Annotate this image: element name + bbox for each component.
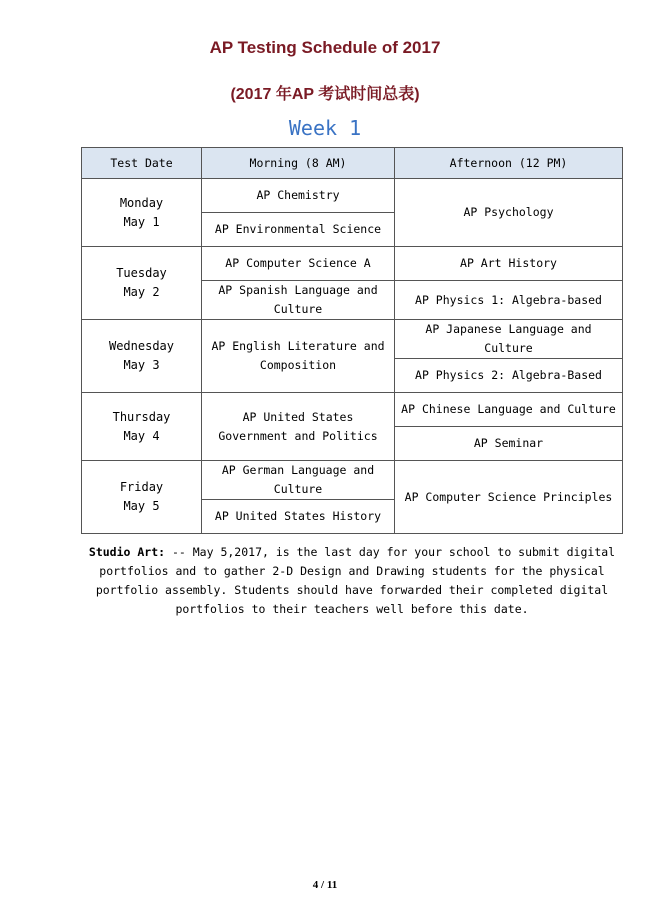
page-number: 4 / 11 bbox=[312, 879, 338, 891]
date-day: Tuesday bbox=[116, 266, 167, 280]
morning-exam: AP Chemistry bbox=[202, 179, 395, 213]
note-label: Studio Art: bbox=[88, 545, 166, 559]
morning-exam: AP Computer Science A bbox=[202, 247, 395, 281]
studio-art-note bbox=[86, 543, 618, 619]
morning-exam: AP United States History bbox=[202, 500, 395, 534]
afternoon-exam: AP Seminar bbox=[395, 427, 623, 461]
date-month: May 2 bbox=[123, 285, 160, 299]
afternoon-exam: AP Chinese Language and Culture bbox=[395, 393, 623, 427]
afternoon-exam: AP Physics 2: Algebra-Based bbox=[395, 359, 623, 393]
date-day: Thursday bbox=[112, 409, 171, 424]
date-cell-tuesday bbox=[82, 247, 202, 320]
date-day: Friday bbox=[119, 480, 164, 494]
afternoon-exam: AP Japanese Language and Culture bbox=[395, 320, 623, 359]
table-row bbox=[82, 179, 623, 213]
morning-exam: AP German Language and Culture bbox=[202, 461, 395, 500]
document-title: AP Testing Schedule of 2017 bbox=[209, 38, 441, 57]
table-header-row bbox=[82, 148, 623, 179]
date-cell-wednesday bbox=[82, 320, 202, 393]
morning-exam: AP Spanish Language and Culture bbox=[202, 281, 395, 320]
document-subtitle: (2017 年AP 考试时间总表) bbox=[230, 86, 420, 103]
table-row bbox=[82, 247, 623, 281]
morning-exam: AP Environmental Science bbox=[202, 213, 395, 247]
schedule-table bbox=[81, 147, 623, 534]
date-month: May 5 bbox=[123, 499, 160, 513]
date-month: May 1 bbox=[123, 214, 160, 229]
date-cell-monday bbox=[82, 179, 202, 247]
date-month: May 4 bbox=[123, 428, 160, 443]
date-cell-thursday bbox=[82, 393, 202, 461]
table-row bbox=[82, 320, 623, 359]
date-day: Monday bbox=[119, 195, 164, 210]
column-header-afternoon: Afternoon (12 PM) bbox=[395, 148, 623, 179]
date-month: May 3 bbox=[123, 358, 160, 372]
afternoon-exam: AP Art History bbox=[395, 247, 623, 281]
afternoon-exam: AP Physics 1: Algebra-based bbox=[395, 281, 623, 320]
column-header-morning: Morning (8 AM) bbox=[202, 148, 395, 179]
afternoon-exam: AP Psychology bbox=[395, 179, 623, 247]
date-day: Wednesday bbox=[108, 339, 175, 353]
table-row bbox=[82, 393, 623, 427]
table-row bbox=[82, 461, 623, 500]
week-heading: Week 1 bbox=[288, 116, 362, 140]
morning-exam: AP United States Government and Politics bbox=[202, 393, 395, 461]
afternoon-exam: AP Computer Science Principles bbox=[395, 461, 623, 534]
morning-exam: AP English Literature and Composition bbox=[202, 320, 395, 393]
column-header-test-date: Test Date bbox=[82, 148, 202, 179]
date-cell-friday bbox=[82, 461, 202, 534]
note-text: -- May 5,2017, is the last day for your school to submit digital portfolios and to gather 2-D Design and Drawing students for the physical portfolio assembly. Students should have forwarded their completed digital portfolios to their teachers well before this date. bbox=[95, 545, 616, 616]
